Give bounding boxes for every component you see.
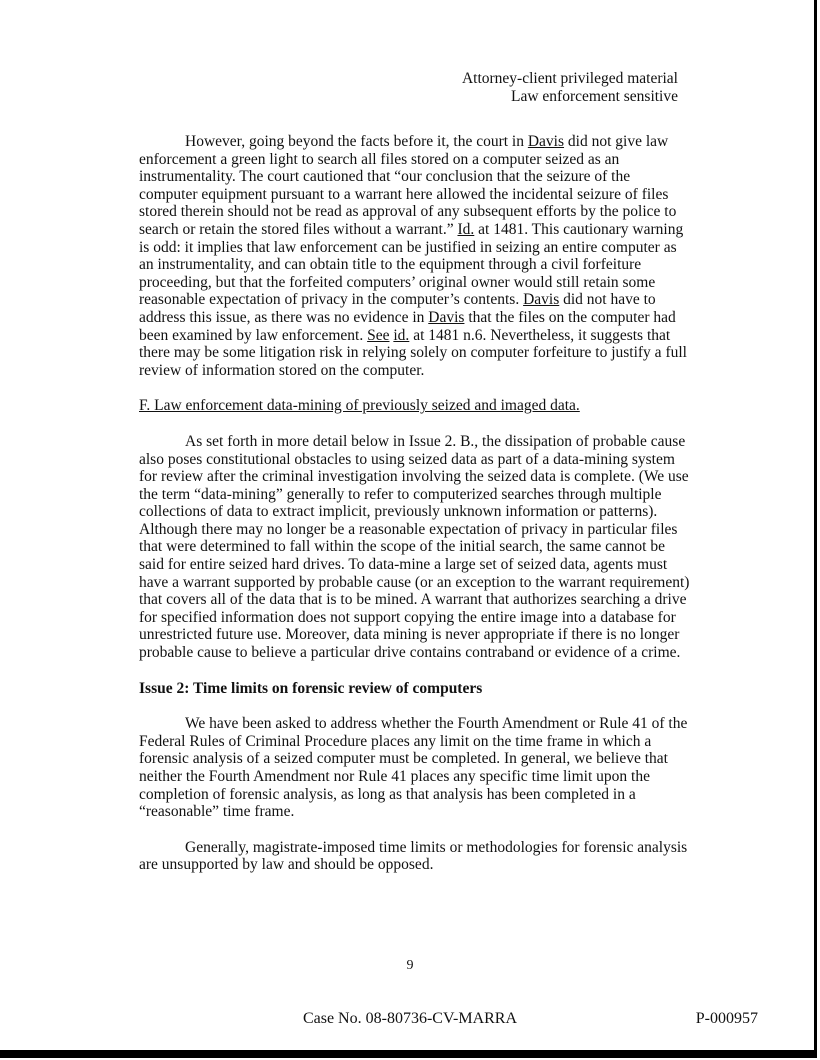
page-number: 9	[406, 958, 414, 973]
paragraph-time-limits: We have been asked to address whether the Fourth Amendment or Rule 41 of the Federal Rules of Criminal Procedure places any limit on the time frame in which a forensic analysis of a seized computer must be completed. In general, we believe that neither the Fourth Amendment nor Rule 41 places any specific time limit upon the completion of forensic analysis, as long as that analysis has been completed in a “reasonable” time frame.	[139, 715, 688, 821]
bates-number: P-000957	[695, 1010, 758, 1027]
section-heading-f: F. Law enforcement data-mining of previously seized and imaged data.	[139, 397, 580, 415]
paragraph-davis: However, going beyond the facts before it, the court in Davis did not give law enforcement a green light to search all files stored on a computer seized as an instrumentality. The court cautioned that “our conclusion that the seizure of the computer equipment pursuant to a warrant here allowed the incidental seizure of files stored therein should not be read as approval of any subsequent efforts by the police to search or retain the stored files without a warrant.” Id. at 1481. This cautionary warning is odd: it implies that law enforcement can be justified in seizing an entire computer as an instrumentality, and can obtain title to the equipment through a civil forfeiture proceeding, but that the forfeited computers’ original owner would still retain some reasonable expectation of privacy in the computer’s contents. Davis did not have to address this issue, as there was no evidence in Davis that the files on the computer had been examined by law enforcement. See id. at 1481 n.6. Nevertheless, it suggests that there may be some litigation risk in relying solely on computer forfeiture to justify a full review of information stored on the computer.	[139, 133, 687, 379]
issue-2-heading: Issue 2: Time limits on forensic review of computers	[139, 679, 483, 697]
document-body	[139, 133, 691, 874]
case-cite-davis: Davis	[527, 133, 565, 150]
header-line-sensitive: Law enforcement sensitive	[511, 88, 678, 105]
cite-id: id.	[393, 326, 410, 344]
cite-see: See	[367, 326, 390, 344]
case-cite-davis: Davis	[523, 291, 560, 309]
case-number: Case No. 08-80736-CV-MARRA	[302, 1010, 518, 1027]
case-cite-davis: Davis	[428, 308, 465, 326]
header-line-privileged: Attorney-client privileged material	[461, 70, 678, 87]
cite-id: Id.	[457, 220, 475, 238]
paragraph-magistrate-limits: Generally, magistrate-imposed time limits or methodologies for forensic analysis are unsupported by law and should be opposed.	[139, 838, 688, 874]
paragraph-data-mining: As set forth in more detail below in Issue 2. B., the dissipation of probable cause also poses constitutional obstacles to using seized data as part of a data-mining system for review after the criminal investigation involving the seized data is complete. (We use the term “data-mining” generally to refer to computerized searches through multiple collections of data to extract implicit, previously unknown information or patterns). Although there may no longer be a reasonable expectation of privacy in particular files that were determined to fall within the scope of the initial search, the same cannot be said for entire seized hard drives. To data-mine a large set of seized data, agents must have a warrant supported by probable cause (or an exception to the warrant requirement) that covers all of the data that is to be mined. A warrant that authorizes searching a drive for specified information does not support copying the entire image into a database for unrestricted future use. Moreover, data mining is never appropriate if there is no longer probable cause to believe a particular drive contains contraband or evidence of a crime.	[139, 432, 690, 662]
confidentiality-header	[462, 70, 678, 106]
